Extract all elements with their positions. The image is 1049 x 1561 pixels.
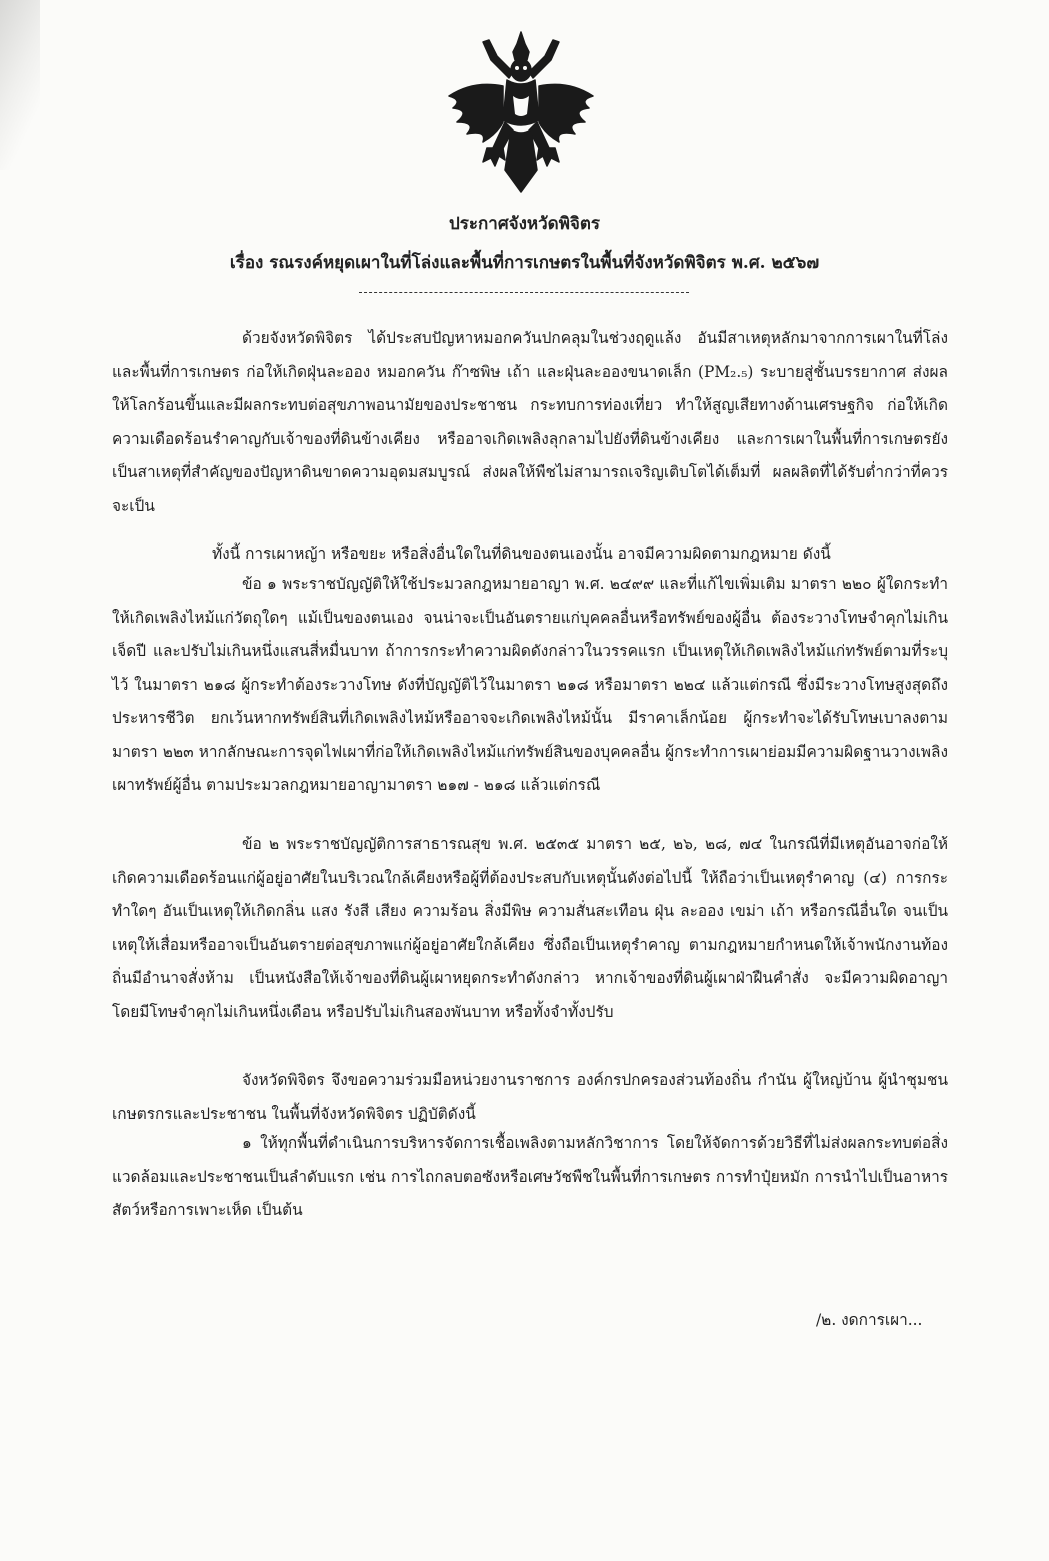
- document-subject: เรื่อง รณรงค์หยุดเผาในที่โล่งและพื้นที่การเกษตรในพื้นที่จังหวัดพิจิตร พ.ศ. ๒๕๖๗: [229, 253, 820, 273]
- paragraph-legal-note: [112, 538, 948, 572]
- title-divider: [359, 292, 689, 293]
- paragraph-text: จังหวัดพิจิตร จึงขอความร่วมมือหน่วยงานราชการ องค์กรปกครองส่วนท้องถิ่น กำนัน ผู้ใหญ่บ้าน ผู้นำชุมชน เกษตรกรและประชาชน ในพื้นที่จังหวัดพิจิตร ปฏิบัติดังนี้: [112, 1071, 948, 1123]
- paragraph-intro: [112, 322, 948, 523]
- document-title: ประกาศจังหวัดพิจิตร: [448, 214, 601, 234]
- paragraph-text: ข้อ ๒ พระราชบัญญัติการสาธารณสุข พ.ศ. ๒๕๓๕ มาตรา ๒๕, ๒๖, ๒๘, ๗๔ ในกรณีที่มีเหตุอันอาจก่อให้เกิดความเดือดร้อนแก่ผู้อยู่อาศัยในบริเวณใกล้เคียงหรือผู้ที่ต้องประสบกับเหตุนั้นดังต่อไปนี้ ให้ถือว่าเป็นเหตุรำคาญ (๔) การกระทำใดๆ อันเป็นเหตุให้เกิดกลิ่น แสง รังสี เสียง ความร้อน สิ่งมีพิษ ความสั่นสะเทือน ฝุ่น ละออง เขม่า เถ้า หรือกรณีอื่นใด จนเป็นเหตุให้เสื่อมหรืออาจเป็นอันตรายต่อสุขภาพแก่ผู้อยู่อาศัยใกล้เคียง ซึ่งถือเป็นเหตุรำคาญ ตามกฎหมายกำหนดให้เจ้าพนักงานท้องถิ่นมีอำนาจสั่งห้าม เป็นหนังสือให้เจ้าของที่ดินผู้เผาหยุดกระทำดังกล่าว หากเจ้าของที่ดินผู้เผาฝ่าฝืนคำสั่ง จะมีความผิดอาญา โดยมีโทษจำคุกไม่เกินหนึ่งเดือน หรือปรับไม่เกินสองพันบาท หรือทั้งจำทั้งปรับ: [112, 835, 948, 1021]
- paragraph-text: ด้วยจังหวัดพิจิตร ได้ประสบปัญหาหมอกควันปกคลุมในช่วงฤดูแล้ง อันมีสาเหตุหลักมาจากการเผาในที่โล่งและพื้นที่การเกษตร ก่อให้เกิดฝุ่นละออง หมอกควัน ก๊าซพิษ เถ้า และฝุ่นละอองขนาดเล็ก (PM₂.₅) ระบายสู่ชั้นบรรยากาศ ส่งผลให้โลกร้อนขึ้นและมีผลกระทบต่อสุขภาพอนามัยของประชาชน กระทบการท่องเที่ยว ทำให้สูญเสียทางด้านเศรษฐกิจ ก่อให้เกิดความเดือดร้อนรำคาญกับเจ้าของที่ดินข้างเคียง หรืออาจเกิดเพลิงลุกลามไปยังที่ดินข้างเคียง และการเผาในพื้นที่การเกษตรยังเป็นสาเหตุที่สำคัญของปัญหาดินขาดความอุดมสมบูรณ์ ส่งผลให้พืชไม่สามารถเจริญเติบโตได้เต็มที่ ผลผลิตที่ได้รับต่ำกว่าที่ควรจะเป็น: [112, 329, 948, 515]
- paragraph-text: ข้อ ๑ พระราชบัญญัติให้ใช้ประมวลกฎหมายอาญา พ.ศ. ๒๔๙๙ และที่แก้ไขเพิ่มเติม มาตรา ๒๒๐ ผู้ใดกระทำให้เกิดเพลิงไหม้แก่วัตถุใดๆ แม้เป็นของตนเอง จนน่าจะเป็นอันตรายแก่บุคคลอื่นหรือทรัพย์ของผู้อื่น ต้องระวางโทษจำคุกไม่เกินเจ็ดปี และปรับไม่เกินหนึ่งแสนสี่หมื่นบาท ถ้าการกระทำความผิดดังกล่าวในวรรคแรก เป็นเหตุให้เกิดเพลิงไหม้แก่ทรัพย์ตามที่ระบุไว้ ในมาตรา ๒๑๘ ผู้กระทำต้องระวางโทษ ดังที่บัญญัติไว้ในมาตรา ๒๑๘ หรือมาตรา ๒๒๔ แล้วแต่กรณี ซึ่งมีระวางโทษสูงสุดถึงประหารชีวิต ยกเว้นหากทรัพย์สินที่เกิดเพลิงไหม้หรืออาจจะเกิดเพลิงไหม้นั้น มีราคาเล็กน้อย ผู้กระทำจะได้รับโทษเบาลงตามมาตรา ๒๒๓ หากลักษณะการจุดไฟเผาที่ก่อให้เกิดเพลิงไหม้แก่ทรัพย์สินของบุคคลอื่น ผู้กระทำการเผาย่อมมีความผิดฐานวางเพลิงเผาทรัพย์ผู้อื่น ตามประมวลกฎหมายอาญามาตรา ๒๑๗ - ๒๑๘ แล้วแต่กรณี: [112, 575, 948, 794]
- paragraph-clause-2: [112, 828, 948, 1029]
- garuda-emblem-icon: [443, 30, 599, 196]
- paragraph-action-1: [112, 1127, 948, 1228]
- page-curl-shadow: [0, 0, 40, 170]
- paragraph-text: ๑ ให้ทุกพื้นที่ดำเนินการบริหารจัดการเชื้อเพลิงตามหลักวิชาการ โดยให้จัดการด้วยวิธีที่ไม่ส่งผลกระทบต่อสิ่งแวดล้อมและประชาชนเป็นลำดับแรก เช่น การไถกลบตอซังหรือเศษวัชพืชในพื้นที่การเกษตร การทำปุ๋ยหมัก การนำไปเป็นอาหารสัตว์หรือการเพาะเห็ด เป็นต้น: [112, 1134, 948, 1219]
- page-continuation: /๒. งดการเผา...: [816, 1311, 923, 1329]
- paragraph-request: [112, 1064, 948, 1131]
- paragraph-clause-1: [112, 568, 948, 803]
- paragraph-text: ทั้งนี้ การเผาหญ้า หรือขยะ หรือสิ่งอื่นใดในที่ดินของตนเองนั้น อาจมีความผิดตามกฎหมาย ดังนี้: [212, 545, 831, 563]
